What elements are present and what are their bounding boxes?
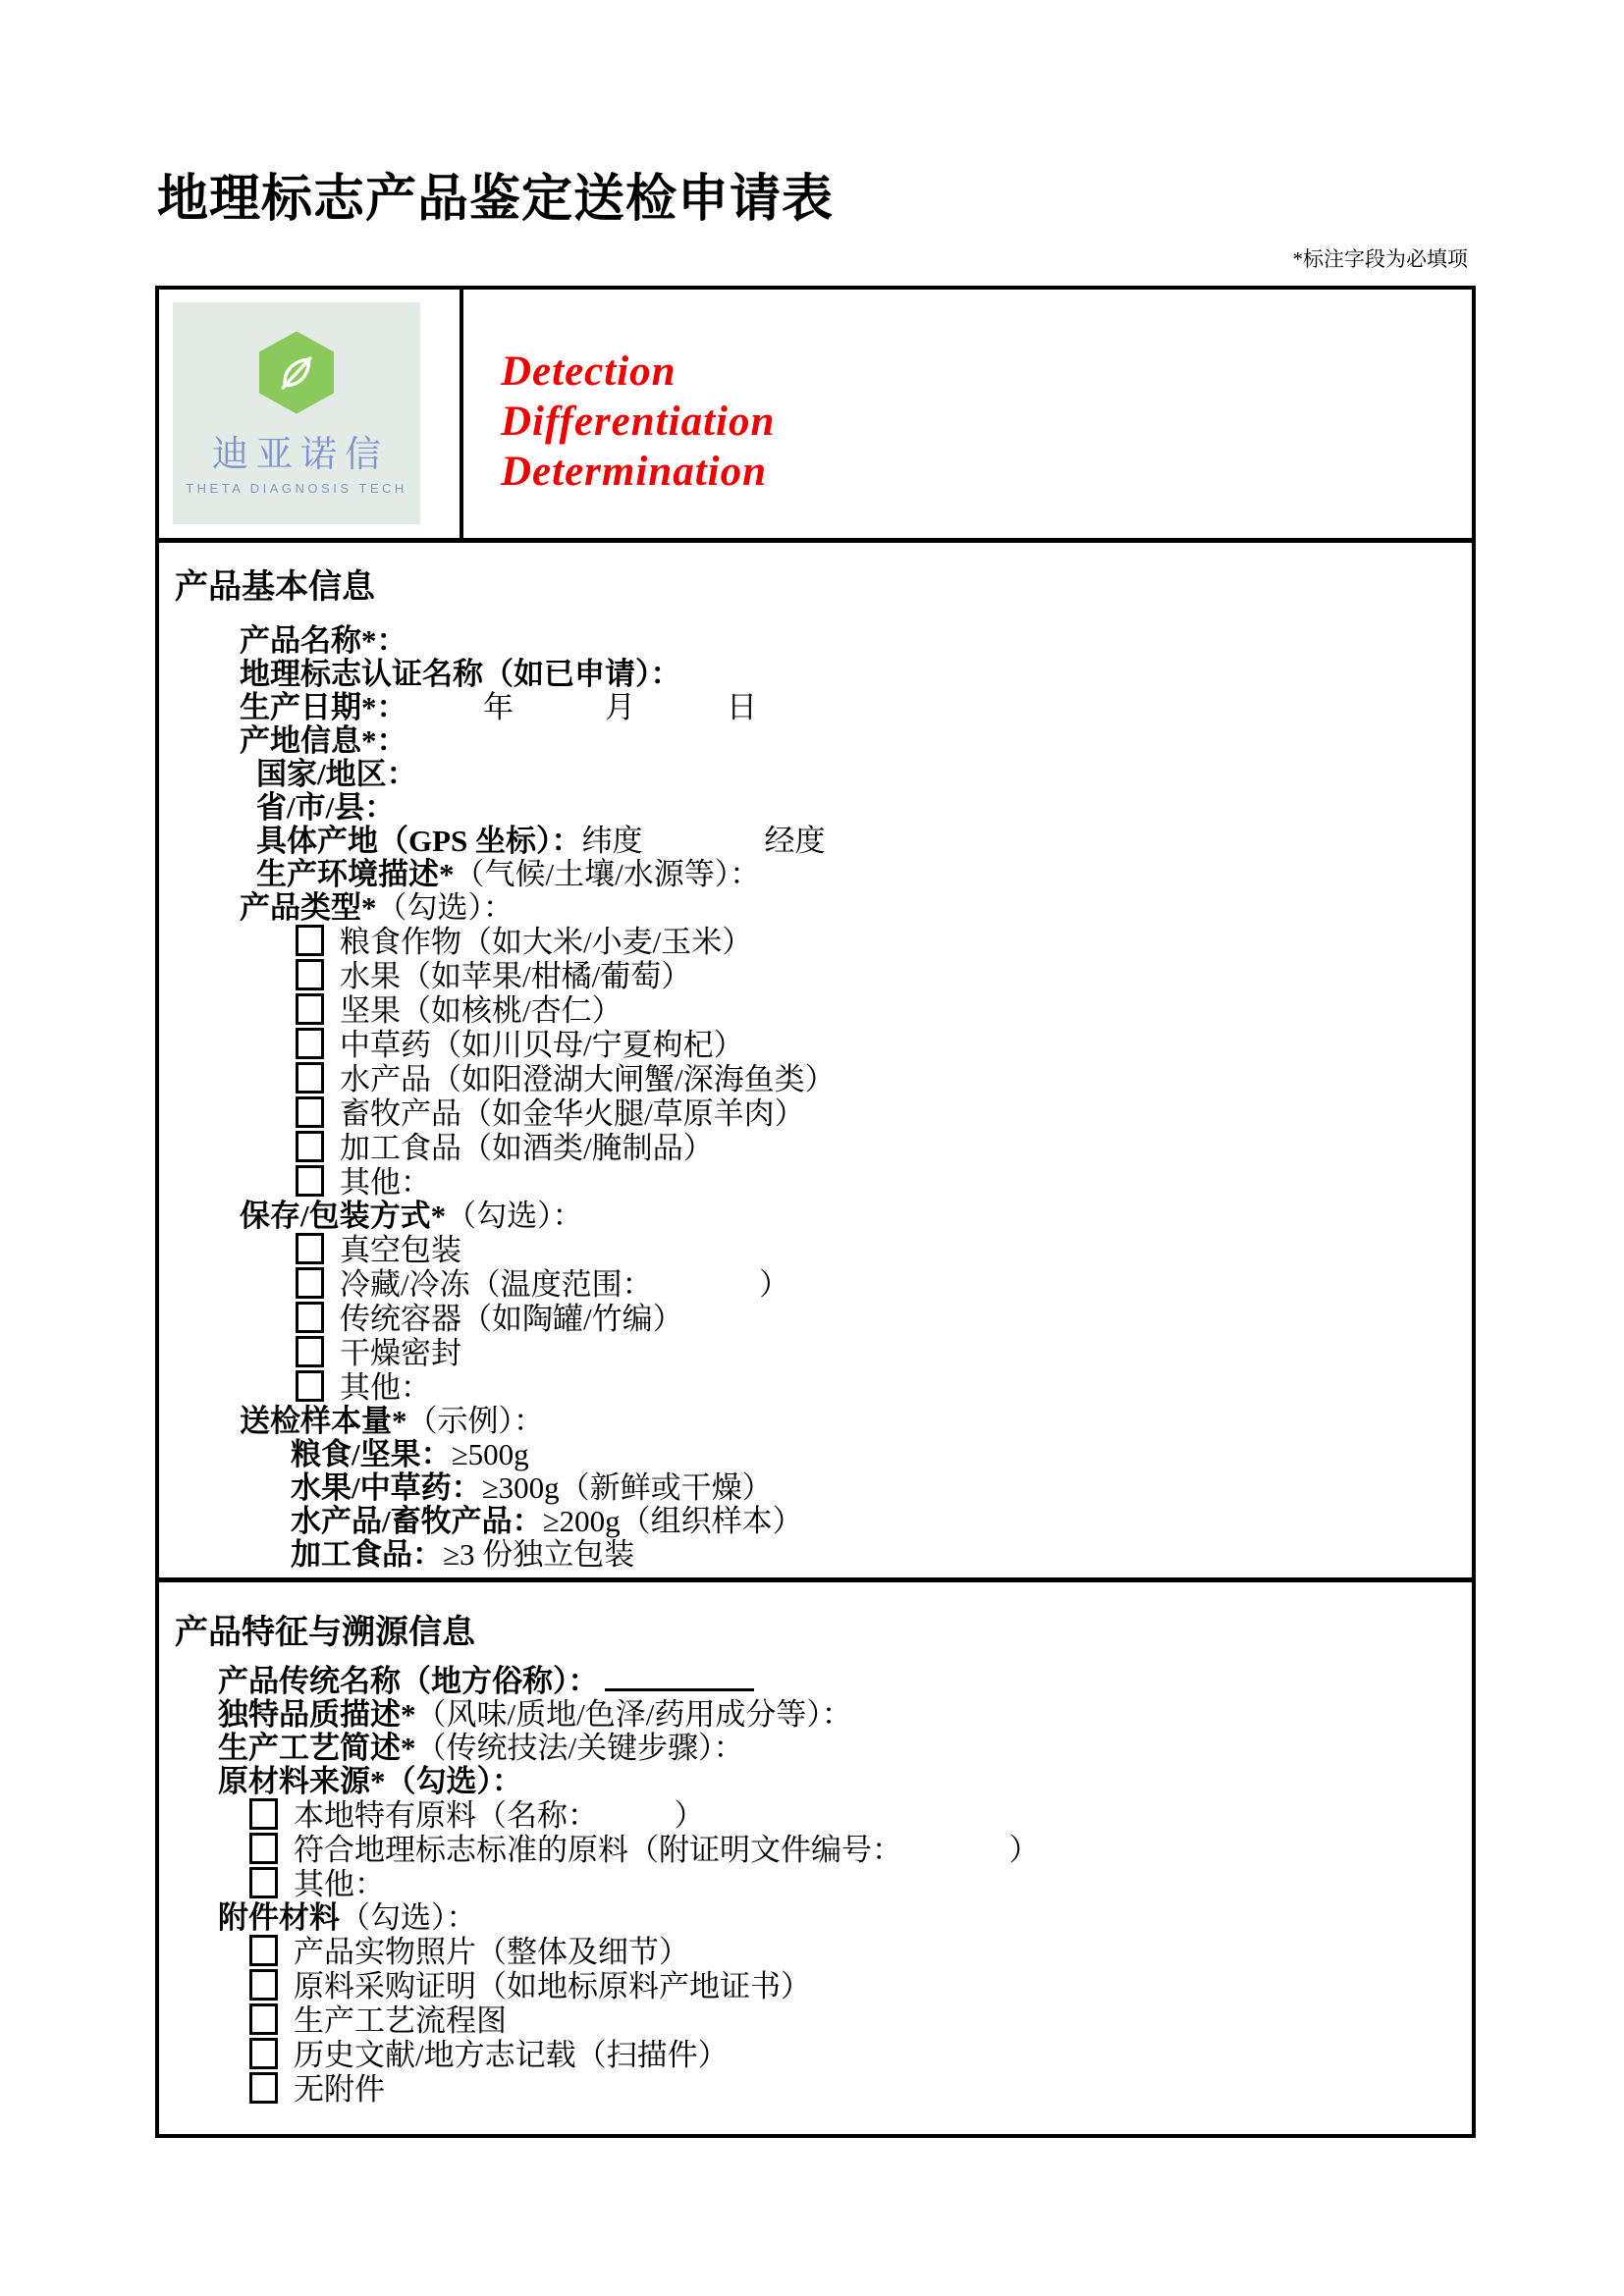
field-label: 生产工艺简述* [218, 1731, 416, 1765]
checkbox-option-row [296, 1165, 1472, 1200]
form-field-row [256, 825, 1472, 858]
slogan-line-detection: Detection [501, 348, 677, 395]
checkbox-label: 历史文献/地方志记载（扫描件） [294, 2038, 729, 2072]
form-field-row [240, 724, 1472, 758]
checkbox-label: 畜牧产品（如金华火腿/草原羊肉） [340, 1096, 805, 1131]
checkbox-label: 产品实物照片（整体及细节） [294, 1935, 689, 1969]
checkbox[interactable] [296, 1233, 324, 1264]
form-field-row [291, 1505, 1472, 1538]
field-label: 地理标志认证名称（如已申请）： [240, 657, 681, 691]
checkbox-label: 水果（如苹果/柑橘/葡萄） [340, 959, 692, 993]
checkbox[interactable] [296, 993, 324, 1025]
field-label: 国家/地区： [256, 757, 417, 791]
checkbox[interactable] [296, 1096, 324, 1128]
form-field-row [218, 1732, 1472, 1765]
checkbox-label: 粮食作物（如大米/小麦/玉米） [340, 925, 753, 959]
checkbox[interactable] [296, 1028, 324, 1059]
section-traceability-info-title: 产品特征与溯源信息 [175, 1615, 475, 1651]
fill-in-blank[interactable] [605, 1658, 754, 1691]
checkbox[interactable] [296, 959, 324, 990]
field-label: 产品类型* [240, 890, 377, 925]
logo-cell [159, 290, 463, 538]
checkbox-label: 符合地理标志标准的原料（附证明文件编号： ） [294, 1833, 1040, 1867]
form-field-row [218, 1658, 1472, 1698]
checkbox-option-row [249, 1833, 1472, 1867]
logo-name-cn: 迪亚诺信 [212, 434, 389, 475]
field-hint: （勾选）： [446, 1199, 583, 1233]
hexagon-badge [259, 332, 334, 414]
checkbox-option-row [249, 1935, 1472, 1969]
field-hint: （传统技法/关键步骤）： [415, 1731, 744, 1765]
checkbox-label: 其他： [340, 1370, 431, 1405]
field-label: 原材料来源*（勾选）： [218, 1764, 522, 1798]
form-field-row [240, 1405, 1472, 1438]
field-hint: 年 月 日 [392, 690, 757, 724]
checkbox[interactable] [249, 1798, 278, 1830]
checkbox-label: 水产品（如阳澄湖大闸蟹/深海鱼类） [340, 1062, 836, 1096]
logo-name-en: THETA DIAGNOSIS TECH [186, 480, 407, 496]
checkbox-label: 冷藏/冷冻（温度范围： ） [340, 1267, 790, 1302]
form-field-row [240, 691, 1472, 724]
checkbox[interactable] [249, 2072, 278, 2104]
required-note: *标注字段为必填项 [1292, 247, 1468, 271]
checkbox-option-row [296, 1062, 1472, 1096]
checkbox[interactable] [249, 1867, 278, 1898]
field-hint: ≥300g（新鲜或干燥） [481, 1470, 773, 1505]
section-basic-info-title: 产品基本信息 [175, 569, 375, 606]
checkbox-option-row [249, 1867, 1472, 1901]
field-hint: （风味/质地/色泽/药用成分等）： [415, 1697, 852, 1732]
slogan-line-determination: Determination [501, 449, 768, 495]
checkbox[interactable] [249, 1969, 278, 2001]
leaf-icon [274, 350, 319, 396]
checkbox-option-row [296, 1370, 1472, 1405]
checkbox[interactable] [296, 1165, 324, 1197]
checkbox[interactable] [249, 1833, 278, 1864]
field-label: 加工食品： [291, 1537, 443, 1572]
checkbox-label: 其他： [294, 1867, 385, 1901]
field-label: 附件材料 [218, 1900, 340, 1935]
form-field-row [291, 1438, 1472, 1471]
field-label: 独特品质描述* [218, 1697, 416, 1732]
form-field-row [240, 624, 1472, 658]
checkbox[interactable] [296, 1267, 324, 1299]
checkbox-label: 原料采购证明（如地标原料产地证书） [294, 1969, 811, 2003]
field-label: 粮食/坚果： [291, 1437, 452, 1471]
form-header-row [159, 290, 1472, 543]
field-hint: （勾选）： [340, 1900, 477, 1935]
field-label: 产品名称*： [240, 623, 407, 658]
checkbox-label: 无附件 [294, 2072, 385, 2107]
section-traceability-info [159, 1582, 1472, 2107]
checkbox-option-row [296, 959, 1472, 993]
checkbox[interactable] [296, 1336, 324, 1367]
section-basic-info [159, 543, 1472, 1582]
checkbox[interactable] [249, 2038, 278, 2069]
checkbox[interactable] [296, 1370, 324, 1402]
form-field-row [240, 1200, 1472, 1233]
field-label: 产品传统名称（地方俗称）： [218, 1664, 599, 1698]
form-field-row [240, 658, 1472, 691]
checkbox[interactable] [249, 1935, 278, 1966]
checkbox-label: 加工食品（如酒类/腌制品） [340, 1131, 714, 1165]
checkbox-label: 坚果（如核桃/杏仁） [340, 993, 623, 1028]
checkbox-option-row [296, 1267, 1472, 1302]
checkbox-label: 干燥密封 [340, 1336, 461, 1370]
page-title: 地理标志产品鉴定送检申请表 [157, 172, 835, 228]
field-hint: （示例）： [406, 1404, 544, 1438]
section-basic-info-rows [159, 624, 1472, 1572]
slogan-cell [463, 290, 1472, 538]
company-logo [173, 302, 420, 524]
field-label: 保存/包装方式* [240, 1199, 447, 1233]
checkbox-option-row [249, 2003, 1472, 2038]
form-field-row [256, 858, 1472, 891]
form-field-row [291, 1538, 1472, 1572]
form-field-row [218, 1765, 1472, 1798]
field-label: 水果/中草药： [291, 1470, 482, 1505]
field-hint: ≥200g（组织样本） [542, 1504, 803, 1538]
form-table [155, 286, 1476, 2138]
form-field-row [256, 791, 1472, 825]
field-hint: （气候/土壤/水源等）： [454, 857, 761, 891]
field-label: 产地信息*： [240, 723, 407, 758]
checkbox-option-row [296, 925, 1472, 959]
checkbox[interactable] [249, 2003, 278, 2035]
checkbox-option-row [296, 1131, 1472, 1165]
field-label: 生产日期*： [240, 690, 392, 724]
form-field-row [218, 1698, 1472, 1732]
checkbox[interactable] [296, 1062, 324, 1094]
checkbox-option-row [249, 2038, 1472, 2072]
checkbox-label: 真空包装 [340, 1233, 461, 1267]
field-label: 水产品/畜牧产品： [291, 1504, 543, 1538]
checkbox-label: 传统容器（如陶罐/竹编） [340, 1302, 683, 1336]
checkbox-option-row [296, 1302, 1472, 1336]
checkbox-option-row [296, 1336, 1472, 1370]
checkbox-label: 生产工艺流程图 [294, 2003, 507, 2038]
checkbox-option-row [249, 2072, 1472, 2107]
form-field-row [218, 1901, 1472, 1935]
form-field-row [240, 891, 1472, 925]
checkbox[interactable] [296, 1131, 324, 1162]
field-hint: ≥500g [451, 1437, 529, 1471]
checkbox-option-row [296, 1096, 1472, 1131]
field-label: 具体产地（GPS 坐标）： [256, 824, 582, 858]
checkbox-label: 中草药（如川贝母/宁夏枸杞） [340, 1028, 744, 1062]
field-label: 省/市/县： [256, 790, 396, 825]
slogan-line-differentiation: Differentiation [501, 399, 776, 445]
form-field-row [256, 758, 1472, 791]
checkbox[interactable] [296, 1302, 324, 1333]
field-hint: （勾选）： [376, 890, 514, 925]
field-label: 送检样本量* [240, 1404, 407, 1438]
checkbox-option-row [296, 1233, 1472, 1267]
checkbox[interactable] [296, 925, 324, 956]
checkbox-option-row [296, 1028, 1472, 1062]
section-traceability-info-rows [159, 1658, 1472, 2107]
checkbox-option-row [249, 1969, 1472, 2003]
checkbox-option-row [296, 993, 1472, 1028]
form-field-row [291, 1471, 1472, 1505]
checkbox-option-row [249, 1798, 1472, 1833]
field-hint: ≥3 份独立包装 [443, 1537, 635, 1572]
checkbox-label: 其他： [340, 1165, 431, 1200]
field-label: 生产环境描述* [256, 857, 455, 891]
field-hint: 纬度 经度 [581, 824, 826, 858]
checkbox-label: 本地特有原料（名称： ） [294, 1798, 705, 1833]
